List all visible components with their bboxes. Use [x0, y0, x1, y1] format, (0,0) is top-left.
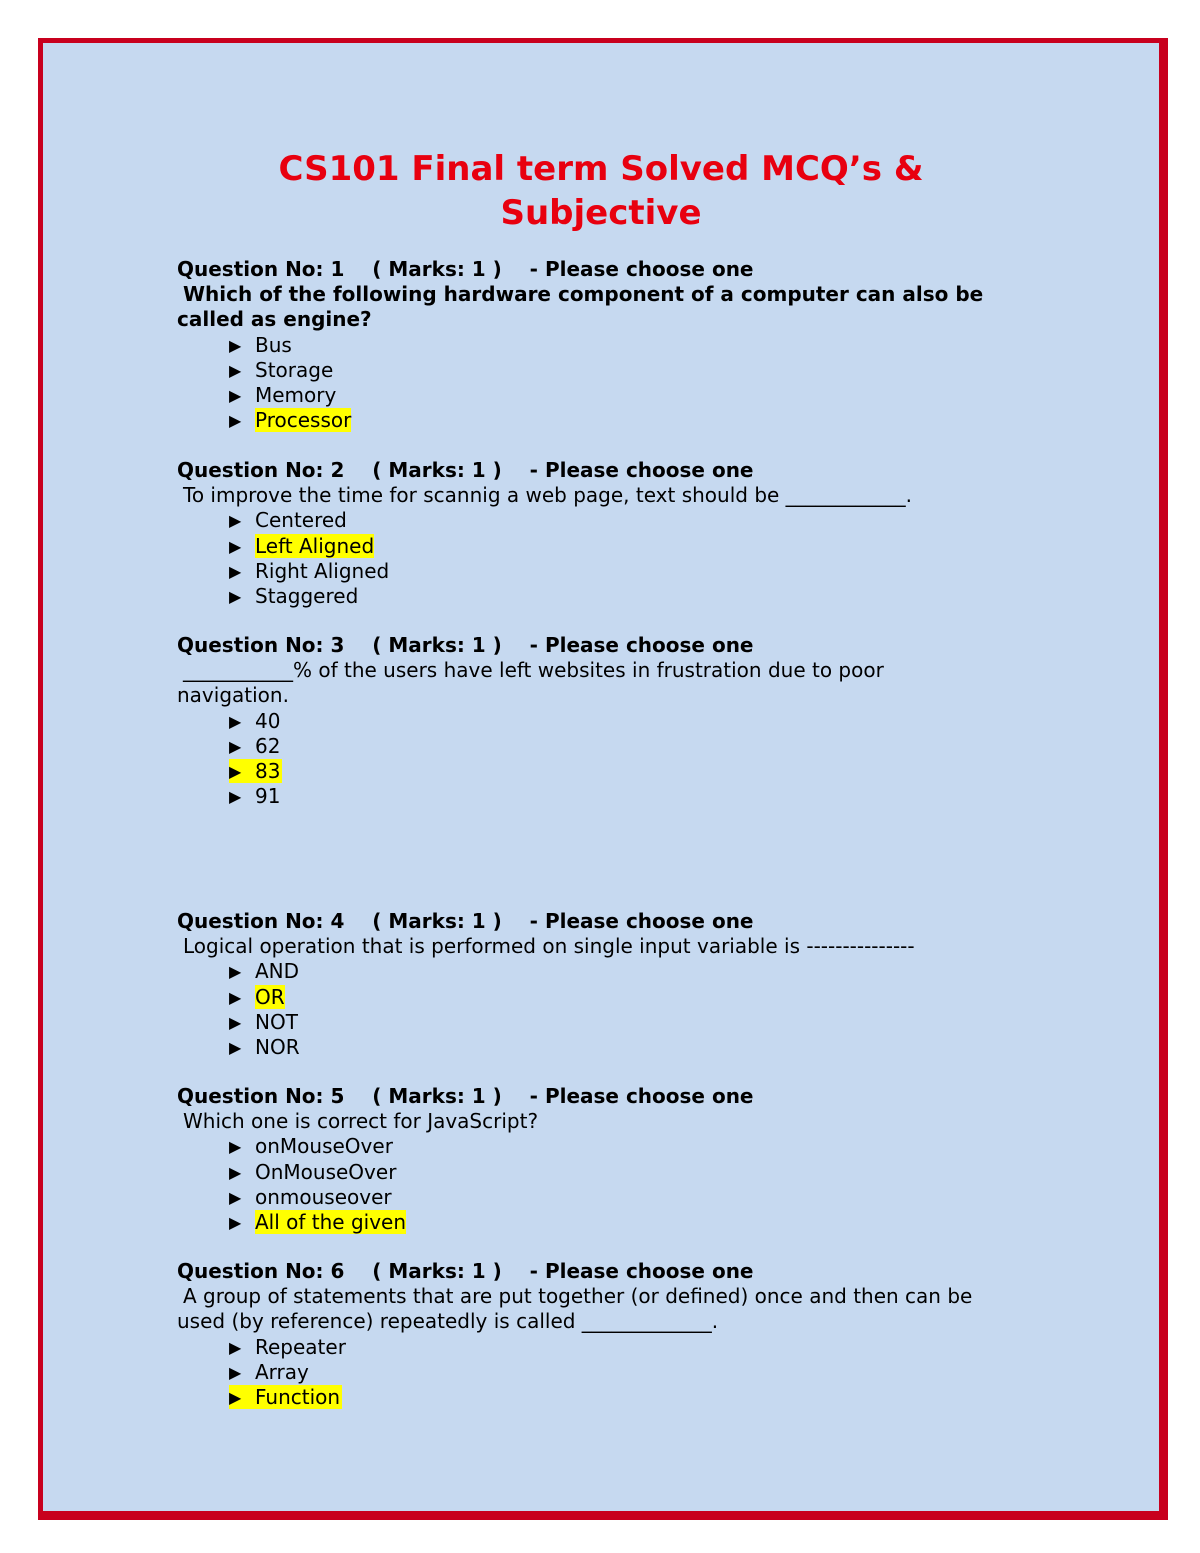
option-list: [177, 959, 1057, 1060]
option-label-highlighted: Processor: [255, 408, 352, 433]
option-label-highlighted: OR: [255, 984, 285, 1009]
question-6: [177, 1259, 1057, 1410]
option-label: NOR: [255, 1034, 300, 1059]
question-3: [177, 633, 1057, 809]
option-item: [229, 1134, 1057, 1159]
option-item: [229, 1335, 1057, 1360]
arrow-icon: ▶: [229, 411, 242, 431]
option-item: [229, 584, 1057, 609]
option-list: [177, 1335, 1057, 1411]
option-item-answer: [229, 534, 1057, 559]
question-1: [177, 257, 1057, 433]
question-text: Logical operation that is performed on single input variable is ---------------: [183, 934, 915, 959]
answer-highlight: [229, 759, 282, 783]
arrow-icon: ▶: [229, 987, 242, 1007]
page-title: [43, 147, 1159, 235]
arrow-icon: ▶: [229, 335, 242, 355]
arrow-icon: ▶: [229, 1037, 242, 1057]
option-label: 91: [255, 784, 281, 809]
option-item-answer: [229, 1210, 1057, 1235]
option-list: [177, 1134, 1057, 1235]
option-label-highlighted: Left Aligned: [255, 533, 375, 558]
arrow-icon: ▶: [229, 1137, 242, 1157]
option-item: [229, 1035, 1057, 1060]
question-header: Question No: 6 ( Marks: 1 ) - Please choose one: [177, 1259, 754, 1283]
arrow-icon: ▶: [229, 1387, 242, 1407]
option-item-answer: [229, 408, 1057, 433]
option-label-highlighted: All of the given: [255, 1209, 407, 1234]
arrow-icon: ▶: [229, 787, 242, 807]
arrow-icon: ▶: [229, 962, 242, 982]
option-item: [229, 1360, 1057, 1385]
option-item-answer: [229, 759, 1057, 784]
question-header: Question No: 2 ( Marks: 1 ) - Please choose one: [177, 458, 754, 482]
arrow-icon: ▶: [229, 1362, 242, 1382]
option-label: Memory: [255, 382, 337, 407]
arrow-icon: ▶: [229, 1187, 242, 1207]
arrow-icon: ▶: [229, 511, 242, 531]
arrow-icon: ▶: [229, 1212, 242, 1232]
option-label: NOT: [255, 1009, 298, 1034]
arrow-icon: ▶: [229, 711, 242, 731]
arrow-icon: ▶: [229, 1337, 242, 1357]
option-label: onMouseOver: [255, 1134, 393, 1159]
arrow-icon: ▶: [229, 736, 242, 756]
option-item: [229, 333, 1057, 358]
arrow-icon: ▶: [229, 561, 242, 581]
option-item: [229, 1185, 1057, 1210]
option-label: 40: [255, 708, 281, 733]
arrow-icon: ▶: [229, 536, 242, 556]
question-5: [177, 1084, 1057, 1235]
option-label: Storage: [255, 357, 334, 382]
option-item: [229, 1010, 1057, 1035]
arrow-icon: ▶: [229, 385, 242, 405]
option-label: Right Aligned: [255, 558, 390, 583]
question-text: called as engine?: [177, 307, 372, 332]
option-list: [177, 333, 1057, 434]
option-list: [177, 508, 1057, 609]
option-item: [229, 559, 1057, 584]
arrow-icon: ▶: [229, 1012, 242, 1032]
option-item-answer: [229, 985, 1057, 1010]
question-2: [177, 458, 1057, 609]
title-line-2: Subjective: [500, 193, 702, 233]
option-label: AND: [255, 959, 300, 984]
option-label: Repeater: [255, 1334, 346, 1359]
option-item: [229, 1160, 1057, 1185]
option-item: [229, 734, 1057, 759]
question-text: To improve the time for scannig a web page, text should be ____________.: [183, 483, 913, 508]
question-header: Question No: 1 ( Marks: 1 ) - Please choose one: [177, 257, 754, 281]
option-list: [177, 709, 1057, 810]
option-item: [229, 358, 1057, 383]
option-label: Centered: [255, 508, 347, 533]
option-item: [229, 508, 1057, 533]
option-item: [229, 709, 1057, 734]
question-header: Question No: 5 ( Marks: 1 ) - Please choose one: [177, 1084, 754, 1108]
question-text: A group of statements that are put together (or defined) once and then can be: [183, 1284, 973, 1309]
question-4: [177, 909, 1057, 1060]
option-label-highlighted: Function: [255, 1384, 341, 1409]
arrow-icon: ▶: [229, 586, 242, 606]
answer-highlight: [229, 1385, 342, 1409]
option-label-highlighted: 83: [255, 758, 281, 783]
arrow-icon: ▶: [229, 360, 242, 380]
question-text: Which one is correct for JavaScript?: [183, 1109, 539, 1134]
option-label: Bus: [255, 332, 292, 357]
arrow-icon: ▶: [229, 1162, 242, 1182]
option-label: Staggered: [255, 583, 359, 608]
question-text: navigation.: [177, 683, 289, 708]
option-item: [229, 383, 1057, 408]
option-label: 62: [255, 733, 281, 758]
option-item: [229, 959, 1057, 984]
question-text: used (by reference) repeatedly is called _____________.: [177, 1309, 719, 1334]
question-header: Question No: 3 ( Marks: 1 ) - Please choose one: [177, 633, 754, 657]
question-text: ___________% of the users have left websites in frustration due to poor: [183, 658, 884, 683]
option-item-answer: [229, 1385, 1057, 1410]
arrow-icon: ▶: [229, 761, 242, 781]
option-label: Array: [255, 1359, 309, 1384]
question-header: Question No: 4 ( Marks: 1 ) - Please choose one: [177, 909, 754, 933]
title-line-1: CS101 Final term Solved MCQ’s &: [278, 149, 924, 189]
option-label: OnMouseOver: [255, 1159, 397, 1184]
option-item: [229, 784, 1057, 809]
page-frame: [38, 38, 1168, 1520]
question-text: Which of the following hardware component of a computer can also be: [183, 282, 984, 307]
option-label: onmouseover: [255, 1184, 392, 1209]
